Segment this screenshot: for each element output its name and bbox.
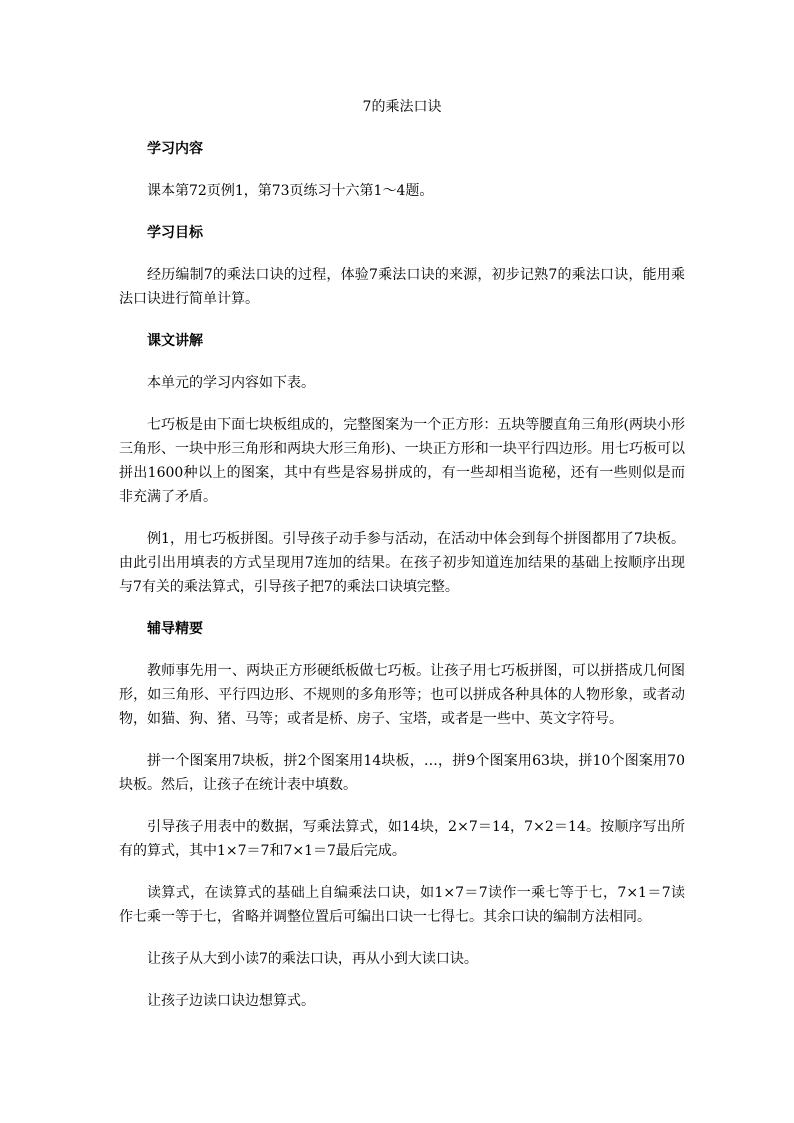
guidance-paragraph-6: 让孩子边读口诀边想算式。: [147, 993, 315, 1009]
lecture-paragraph-3: 例1，用七巧板拼图。引导孩子动手参与活动，在活动中体会到每个拼图都用了7块板。由此引出用填表的方式呈现用7连加的结果。在孩子初步知道连加结果的基础上按顺序出现与7有关的乘法算式，引导孩子把7的乘法口诀填完整。: [119, 531, 685, 595]
section-heading-guidance: 辅导精要: [147, 621, 203, 637]
guidance-paragraph-5: 让孩子从大到小读7的乘法口诀，再从小到大读口诀。: [147, 951, 478, 967]
section-heading-goals: 学习目标: [147, 225, 203, 241]
document-page: [119, 95, 685, 1031]
guidance-paragraph-4: 读算式，在读算式的基础上自编乘法口诀，如1×7＝7读作一乘七等于七，7×1＝7读作七乘一等于七，省略并调整位置后可编出口诀一七得七。其余口诀的编制方法相同。: [119, 885, 685, 925]
section-heading-lecture: 课文讲解: [147, 333, 203, 349]
lecture-paragraph-2: 七巧板是由下面七块板组成的，完整图案为一个正方形：五块等腰直角三角形(两块小形三角形、一块中形三角形和两块大形三角形)、一块正方形和一块平行四边形。用七巧板可以拼出1600种以上的图案，其中有些是容易拼成的，有一些却相当诡秘，还有一些则似是而非充满了矛盾。: [119, 417, 685, 505]
guidance-paragraph-1: 教师事先用一、两块正方形硬纸板做七巧板。让孩子用七巧板拼图，可以拼搭成几何图形，如三角形、平行四边形、不规则的多角形等；也可以拼成各种具体的人物形象，或者动物，如猫、狗、猪、马等；或者是桥、房子、宝塔，或者是一些中、英文字符号。: [119, 663, 685, 727]
section-heading-content: 学习内容: [147, 141, 203, 157]
guidance-paragraph-3: 引导孩子用表中的数据，写乘法算式，如14块，2×7＝14，7×2＝14。按顺序写出所有的算式，其中1×7＝7和7×1＝7最后完成。: [119, 819, 685, 859]
lecture-paragraph-1: 本单元的学习内容如下表。: [147, 375, 315, 391]
guidance-paragraph-2: 拼一个图案用7块板，拼2个图案用14块板，…，拼9个图案用63块，拼10个图案用70块板。然后，让孩子在统计表中填数。: [119, 753, 685, 793]
document-title: 7的乘法口诀: [362, 99, 442, 115]
goals-paragraph-1: 经历编制7的乘法口诀的过程，体验7乘法口诀的来源，初步记熟7的乘法口诀，能用乘法口诀进行简单计算。: [119, 267, 685, 307]
content-paragraph-1: 课本第72页例1，第73页练习十六第1～4题。: [147, 183, 434, 199]
